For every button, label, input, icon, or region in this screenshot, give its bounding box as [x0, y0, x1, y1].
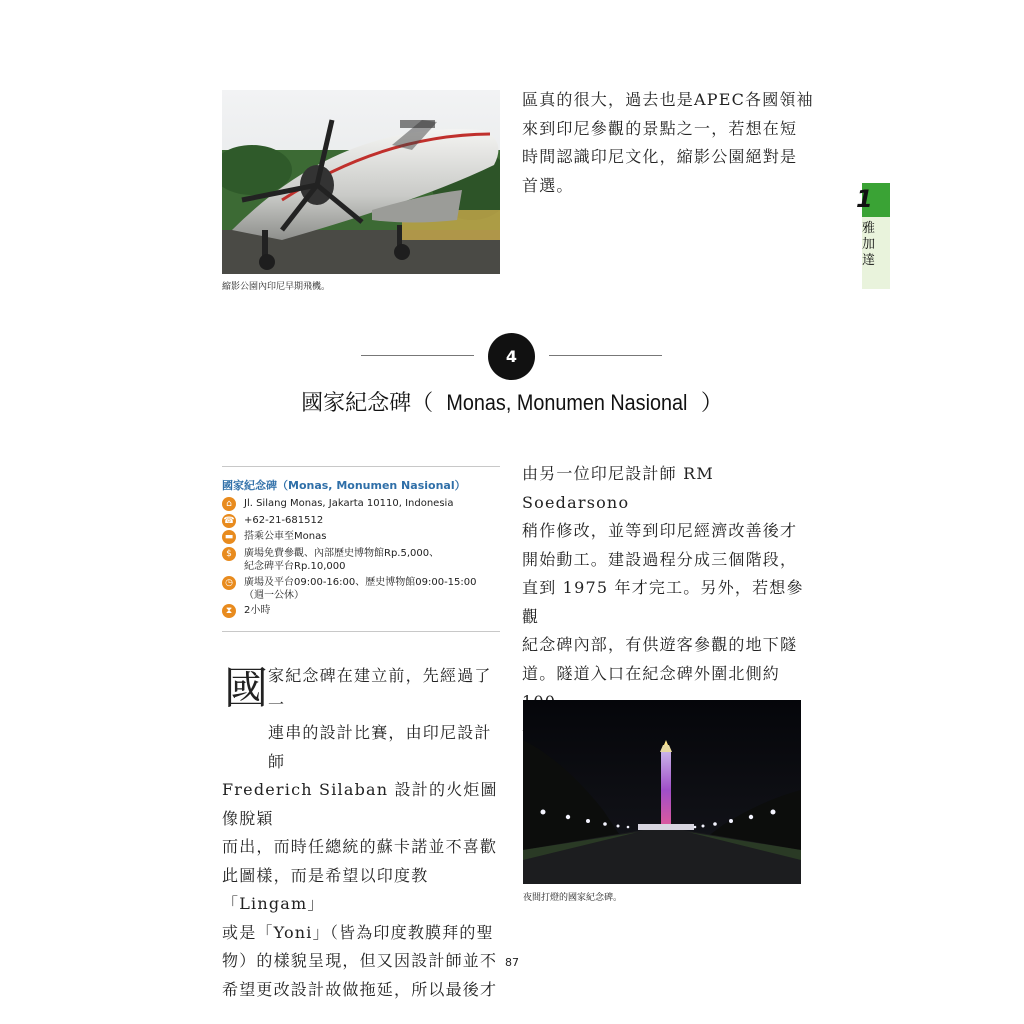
bus-icon: ▬	[222, 530, 236, 544]
info-text	[244, 576, 477, 602]
text-line: 開始動工。建設過程分成三個階段，	[522, 549, 798, 569]
info-line: （週一公休）	[244, 590, 304, 601]
monas-photo-caption: 夜間打燈的國家紀念碑。	[523, 893, 623, 903]
header-rule-right	[549, 355, 662, 356]
section-number-badge: 4	[488, 333, 535, 380]
text-line: 家紀念碑在建立前，先經過了一	[268, 666, 492, 714]
info-line: 2小時	[244, 605, 271, 616]
info-text	[244, 547, 439, 573]
text-line: 或是「Yoni」（皆為印度教膜拜的聖	[222, 922, 494, 942]
header-rule-left	[361, 355, 474, 356]
info-line: 搭乘公車至Monas	[244, 531, 327, 542]
text-line: 而出，而時任總統的蘇卡諾並不喜歡	[222, 837, 498, 856]
clock-icon: ◷	[222, 576, 236, 590]
home-icon: ⌂	[222, 497, 236, 511]
text-line: 來到印尼參觀的景點之一，若想在短	[522, 118, 798, 138]
info-line: +62-21-681512	[244, 515, 324, 526]
info-box	[222, 466, 500, 632]
page-number: 87	[505, 956, 519, 969]
text-line: 紀念碑內部，有供遊客參觀的地下隧	[522, 635, 798, 654]
duration-icon: ⧗	[222, 604, 236, 618]
text-line: 由另一位印尼設計師 RM Soedarsono	[522, 464, 714, 512]
text-line: 稍作修改，並等到印尼經濟改善後才	[522, 521, 798, 540]
chapter-label-char: 雅	[862, 221, 876, 236]
drop-cap: 國	[224, 663, 268, 714]
info-text	[244, 604, 270, 617]
chapter-tab	[856, 183, 890, 289]
text-line: 區真的很大，過去也是APEC各國領袖	[522, 90, 814, 109]
text-line: 首選。	[522, 175, 574, 195]
chapter-number-block	[856, 183, 890, 217]
info-text	[244, 530, 326, 543]
section-title	[0, 386, 1024, 417]
text-line: 希望更改設計故做拖延，所以最後才	[222, 979, 498, 999]
info-text	[244, 497, 453, 510]
chapter-number: 1	[856, 185, 873, 213]
info-box-title: 國家紀念碑（Monas, Monumen Nasional）	[222, 479, 466, 492]
info-line: 廣場及平台09:00-16:00、歷史博物館09:00-15:00	[244, 577, 477, 588]
money-icon: $	[222, 547, 236, 561]
info-line: 紀念碑平台Rp.10,000	[244, 561, 346, 572]
info-line: Jl. Silang Monas, Jakarta 10110, Indonesia	[244, 498, 454, 509]
airplane-photo	[222, 90, 500, 274]
info-line: 廣場免費參觀、內部歷史博物館Rp.5,000、	[244, 548, 440, 559]
text-line: 連串的設計比賽，由印尼設計師	[268, 723, 492, 771]
info-text	[244, 514, 323, 527]
text-line: 此圖樣，而是希望以印度教「Lingam」	[222, 865, 429, 913]
section-title-cn: 國家紀念碑（	[301, 391, 434, 416]
airplane-photo-caption: 縮影公園內印尼早期飛機。	[222, 282, 331, 292]
text-line: 時間認識印尼文化，縮影公園絕對是	[522, 147, 798, 166]
chapter-label-char: 達	[862, 253, 876, 268]
text-line: 道。隧道入口在紀念碑外圍北側約	[522, 663, 781, 683]
monas-night-photo	[523, 700, 801, 884]
text-line: 物）的樣貌呈現，但又因設計師並不	[222, 951, 498, 970]
top-paragraph	[522, 86, 814, 200]
text-line: 直到 1975 年才完工。另外，若想參觀	[522, 578, 804, 626]
phone-icon: ☎	[223, 516, 235, 526]
text-line: Frederich Silaban 設計的火炬圖像脫穎	[222, 780, 498, 828]
chapter-label	[862, 221, 890, 269]
chapter-label-char: 加	[862, 237, 876, 252]
left-paragraph	[222, 662, 502, 1004]
section-title-latin: Monas, Monumen Nasional	[446, 390, 688, 415]
section-title-close: ）	[700, 391, 723, 416]
